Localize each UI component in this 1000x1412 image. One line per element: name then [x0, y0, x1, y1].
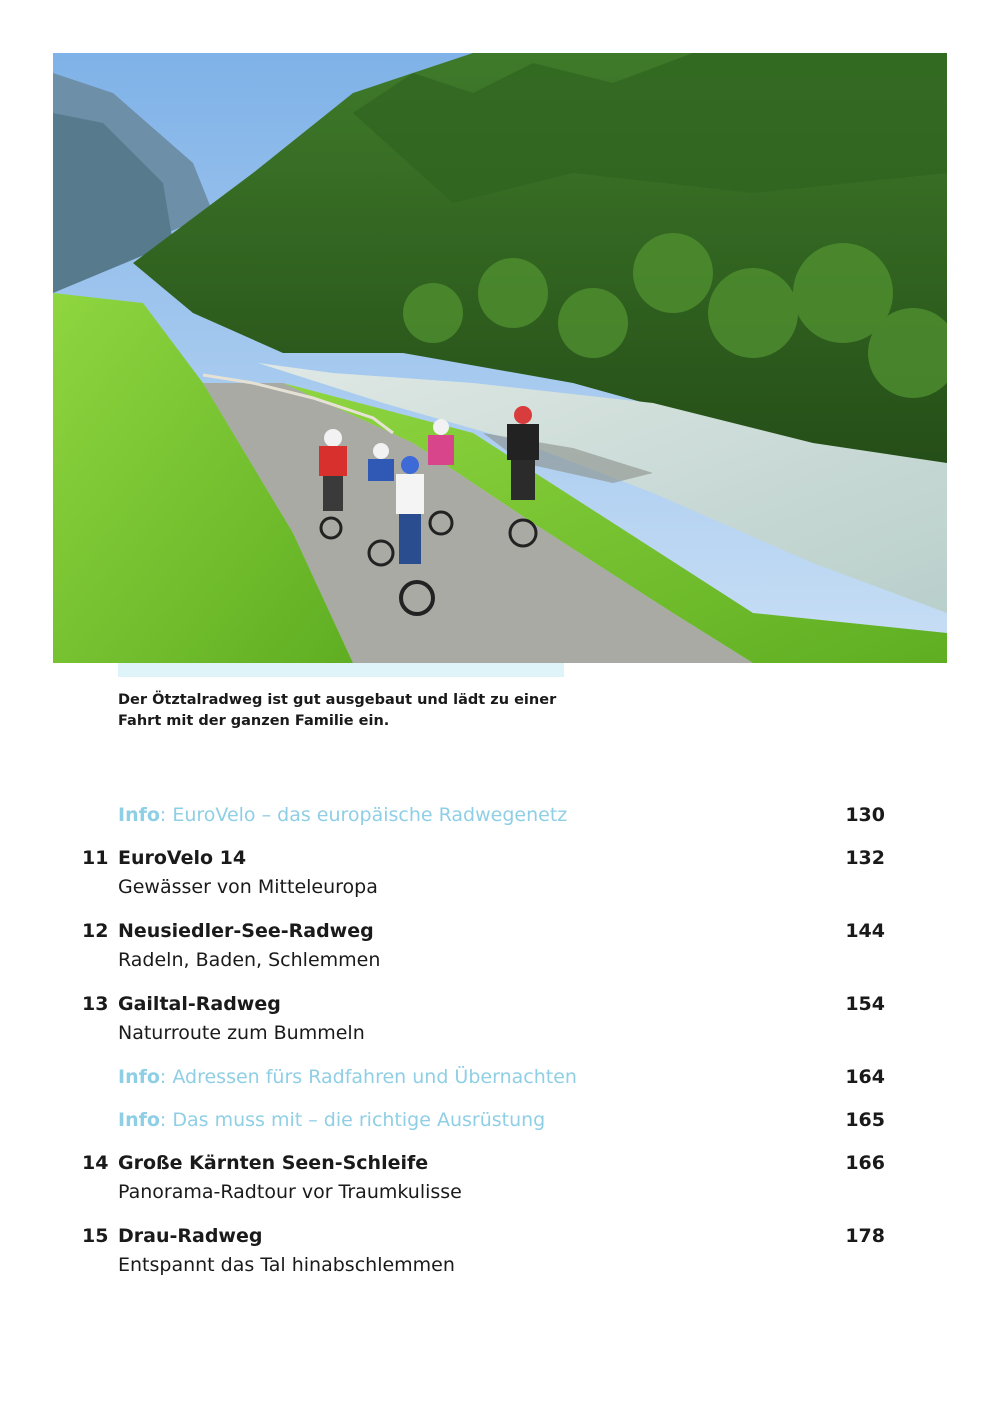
toc-entry-title: Gailtal-Radweg: [118, 993, 281, 1015]
info-separator: :: [159, 1066, 167, 1088]
table-of-contents: [0, 800, 1000, 1294]
toc-info-text: [118, 1062, 577, 1092]
toc-page-number: 132: [845, 847, 885, 869]
toc-entry-title: Drau-Radweg: [118, 1225, 263, 1247]
toc-info-ausruestung[interactable]: [0, 1105, 1000, 1148]
toc-entry-number: 13: [82, 993, 109, 1015]
info-title: EuroVelo – das europäische Radwegenetz: [166, 804, 568, 826]
toc-entry-subtitle: Gewässer von Mitteleuropa: [118, 876, 378, 898]
info-label: Info: [118, 1066, 160, 1088]
toc-page-number: 165: [845, 1109, 885, 1131]
toc-entry-title: Neusiedler-See-Radweg: [118, 920, 374, 942]
toc-page-number: 154: [845, 993, 885, 1015]
caption-accent-bar: [118, 663, 564, 677]
toc-entry-13[interactable]: [0, 989, 1000, 1062]
info-label: Info: [118, 1109, 160, 1131]
toc-entry-subtitle: Radeln, Baden, Schlemmen: [118, 949, 381, 971]
info-title: Das muss mit – die richtige Ausrüstung: [166, 1109, 546, 1131]
toc-entry-subtitle: Panorama-Radtour vor Traumkulisse: [118, 1181, 462, 1203]
cyclists-photo-illustration: [53, 53, 947, 663]
toc-page-number: 166: [845, 1152, 885, 1174]
toc-entry-title: EuroVelo 14: [118, 847, 247, 869]
toc-entry-number: 14: [82, 1152, 109, 1174]
toc-page-number: 144: [845, 920, 885, 942]
toc-entry-subtitle: Entspannt das Tal hinabschlemmen: [118, 1254, 455, 1276]
toc-entry-number: 15: [82, 1225, 109, 1247]
toc-entry-subtitle: Naturroute zum Bummeln: [118, 1022, 365, 1044]
toc-info-adressen[interactable]: [0, 1062, 1000, 1105]
toc-info-eurovelo[interactable]: [0, 800, 1000, 843]
info-separator: :: [159, 804, 167, 826]
toc-page-number: 164: [845, 1066, 885, 1088]
toc-entry-15[interactable]: [0, 1221, 1000, 1294]
toc-entry-title: Große Kärnten Seen-Schleife: [118, 1152, 429, 1174]
info-label: Info: [118, 804, 160, 826]
info-separator: :: [159, 1109, 167, 1131]
toc-entry-12[interactable]: [0, 916, 1000, 989]
toc-page-number: 130: [845, 804, 885, 826]
toc-entry-number: 11: [82, 847, 109, 869]
toc-entry-number: 12: [82, 920, 109, 942]
toc-entry-11[interactable]: [0, 843, 1000, 916]
info-title: Adressen fürs Radfahren und Übernachten: [166, 1066, 577, 1088]
toc-page-number: 178: [845, 1225, 885, 1247]
toc-entry-14[interactable]: [0, 1148, 1000, 1221]
toc-info-text: [118, 800, 567, 830]
toc-info-text: [118, 1105, 545, 1135]
hero-photo: [53, 53, 947, 663]
photo-caption: Der Ötztalradweg ist gut ausgebaut und lädt zu einer Fahrt mit der ganzen Familie ein.: [118, 692, 557, 729]
